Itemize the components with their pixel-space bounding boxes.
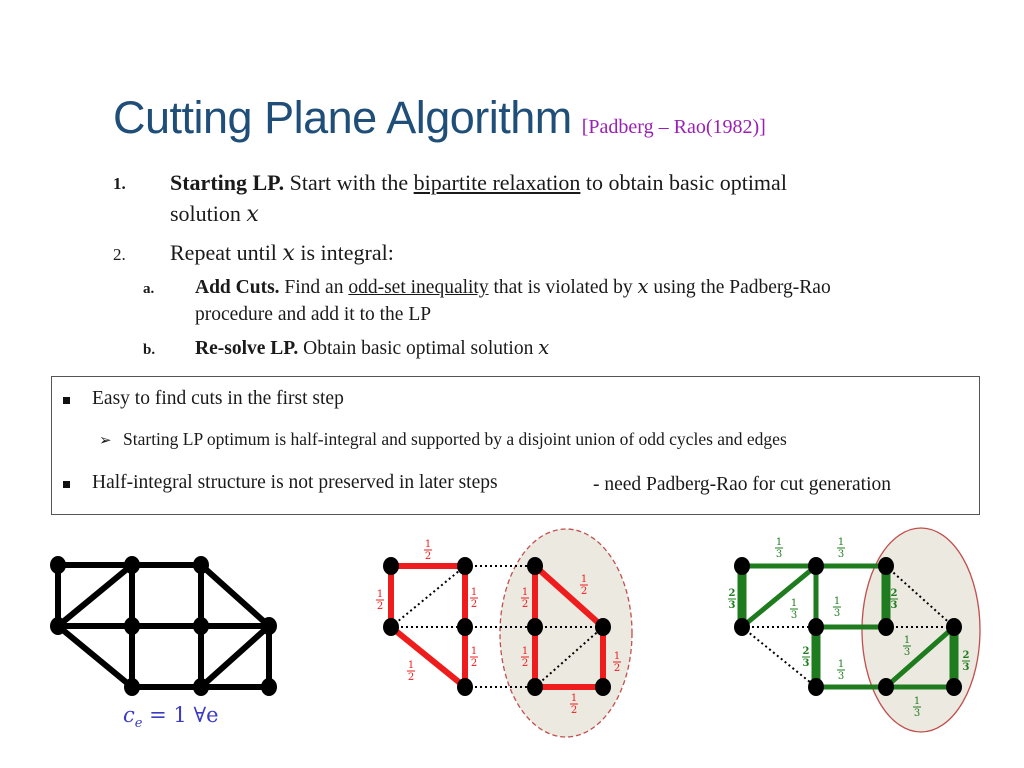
- two-third-label: [728, 588, 736, 611]
- svg-text:2: 2: [890, 588, 898, 599]
- svg-text:2: 2: [376, 601, 384, 612]
- svg-text:2: 2: [470, 599, 478, 610]
- svg-text:1: 1: [570, 693, 578, 704]
- arrow-bullet-icon: ➢: [99, 433, 112, 449]
- note-bullet-1: Easy to find cuts in the first step: [92, 388, 344, 409]
- step-2: Repeat until x is integral:: [170, 240, 394, 266]
- svg-text:1: 1: [424, 539, 432, 550]
- svg-text:1: 1: [521, 646, 529, 657]
- svg-text:1: 1: [837, 659, 845, 670]
- svg-text:2: 2: [470, 658, 478, 669]
- svg-text:3: 3: [790, 610, 798, 621]
- svg-text:2: 2: [521, 658, 529, 669]
- citation: [Padberg – Rao(1982)]: [581, 116, 766, 138]
- svg-text:1: 1: [833, 596, 841, 607]
- half-label: [521, 587, 529, 610]
- svg-text:2: 2: [580, 586, 588, 597]
- note-sub-bullet-1: Starting LP optimum is half-integral and supported by a disjoint union of odd cycles and edges: [123, 429, 787, 449]
- svg-text:3: 3: [962, 662, 970, 673]
- svg-text:1: 1: [376, 589, 384, 600]
- half-label: [376, 589, 384, 612]
- half-label: [580, 574, 588, 597]
- svg-text:3: 3: [833, 608, 841, 619]
- svg-text:2: 2: [570, 705, 578, 716]
- note-bullet-2-tail: - need Padberg-Rao for cut generation: [593, 474, 891, 495]
- third-label: [903, 635, 911, 658]
- svg-text:3: 3: [890, 600, 898, 611]
- third-label: [833, 596, 841, 619]
- svg-text:1: 1: [580, 574, 588, 585]
- step-2-number: 2.: [113, 245, 126, 264]
- svg-text:3: 3: [837, 671, 845, 682]
- third-label: [775, 537, 783, 560]
- step-1-number: 1.: [113, 174, 126, 193]
- svg-text:3: 3: [837, 549, 845, 560]
- svg-text:2: 2: [728, 588, 736, 599]
- svg-text:1: 1: [775, 537, 783, 548]
- odd-set-oval-dashed: [500, 529, 632, 737]
- third-label: [790, 598, 798, 621]
- substep-a-number: a.: [143, 281, 155, 297]
- cost-caption: $c_e = 1$ ∀e: [123, 703, 219, 732]
- svg-text:1: 1: [837, 537, 845, 548]
- svg-text:1: 1: [913, 696, 921, 707]
- svg-text:3: 3: [802, 658, 810, 669]
- svg-text:1: 1: [470, 646, 478, 657]
- graph-original: [58, 565, 269, 687]
- half-label: [470, 587, 478, 610]
- half-label: [521, 646, 529, 669]
- half-label: [424, 539, 432, 562]
- two-third-label: [890, 588, 898, 611]
- svg-text:3: 3: [775, 549, 783, 560]
- svg-text:3: 3: [728, 600, 736, 611]
- svg-text:2: 2: [407, 672, 415, 683]
- svg-text:2: 2: [802, 646, 810, 657]
- substep-b: Re-solve LP. Obtain basic optimal solution x: [195, 336, 550, 359]
- svg-text:1: 1: [470, 587, 478, 598]
- svg-text:3: 3: [903, 647, 911, 658]
- page-title: Cutting Plane Algorithm [Padberg – Rao(1982)]: [113, 92, 766, 143]
- svg-text:1: 1: [613, 651, 621, 662]
- step-1: Starting LP. Start with the bipartite relaxation to obtain basic optimal solution x: [170, 170, 787, 227]
- half-label: [570, 693, 578, 716]
- two-third-label: [962, 650, 970, 673]
- half-label: [470, 646, 478, 669]
- two-third-label: [802, 646, 810, 669]
- third-label: [837, 537, 845, 560]
- svg-text:1: 1: [790, 598, 798, 609]
- third-label: [913, 696, 921, 719]
- half-label: [407, 660, 415, 683]
- third-label: [837, 659, 845, 682]
- svg-text:2: 2: [521, 599, 529, 610]
- svg-text:1: 1: [521, 587, 529, 598]
- svg-text:1: 1: [407, 660, 415, 671]
- svg-text:1: 1: [903, 635, 911, 646]
- svg-text:2: 2: [424, 551, 432, 562]
- note-bullet-2: Half-integral structure is not preserved in later steps: [92, 472, 498, 493]
- svg-text:3: 3: [913, 708, 921, 719]
- svg-text:2: 2: [962, 650, 970, 661]
- substep-b-number: b.: [143, 342, 156, 358]
- half-label: [613, 651, 621, 674]
- svg-text:2: 2: [613, 663, 621, 674]
- substep-a: Add Cuts. Find an odd-set inequality that is violated by x using the Padberg-Rao procedure and add it to the LP: [195, 275, 831, 325]
